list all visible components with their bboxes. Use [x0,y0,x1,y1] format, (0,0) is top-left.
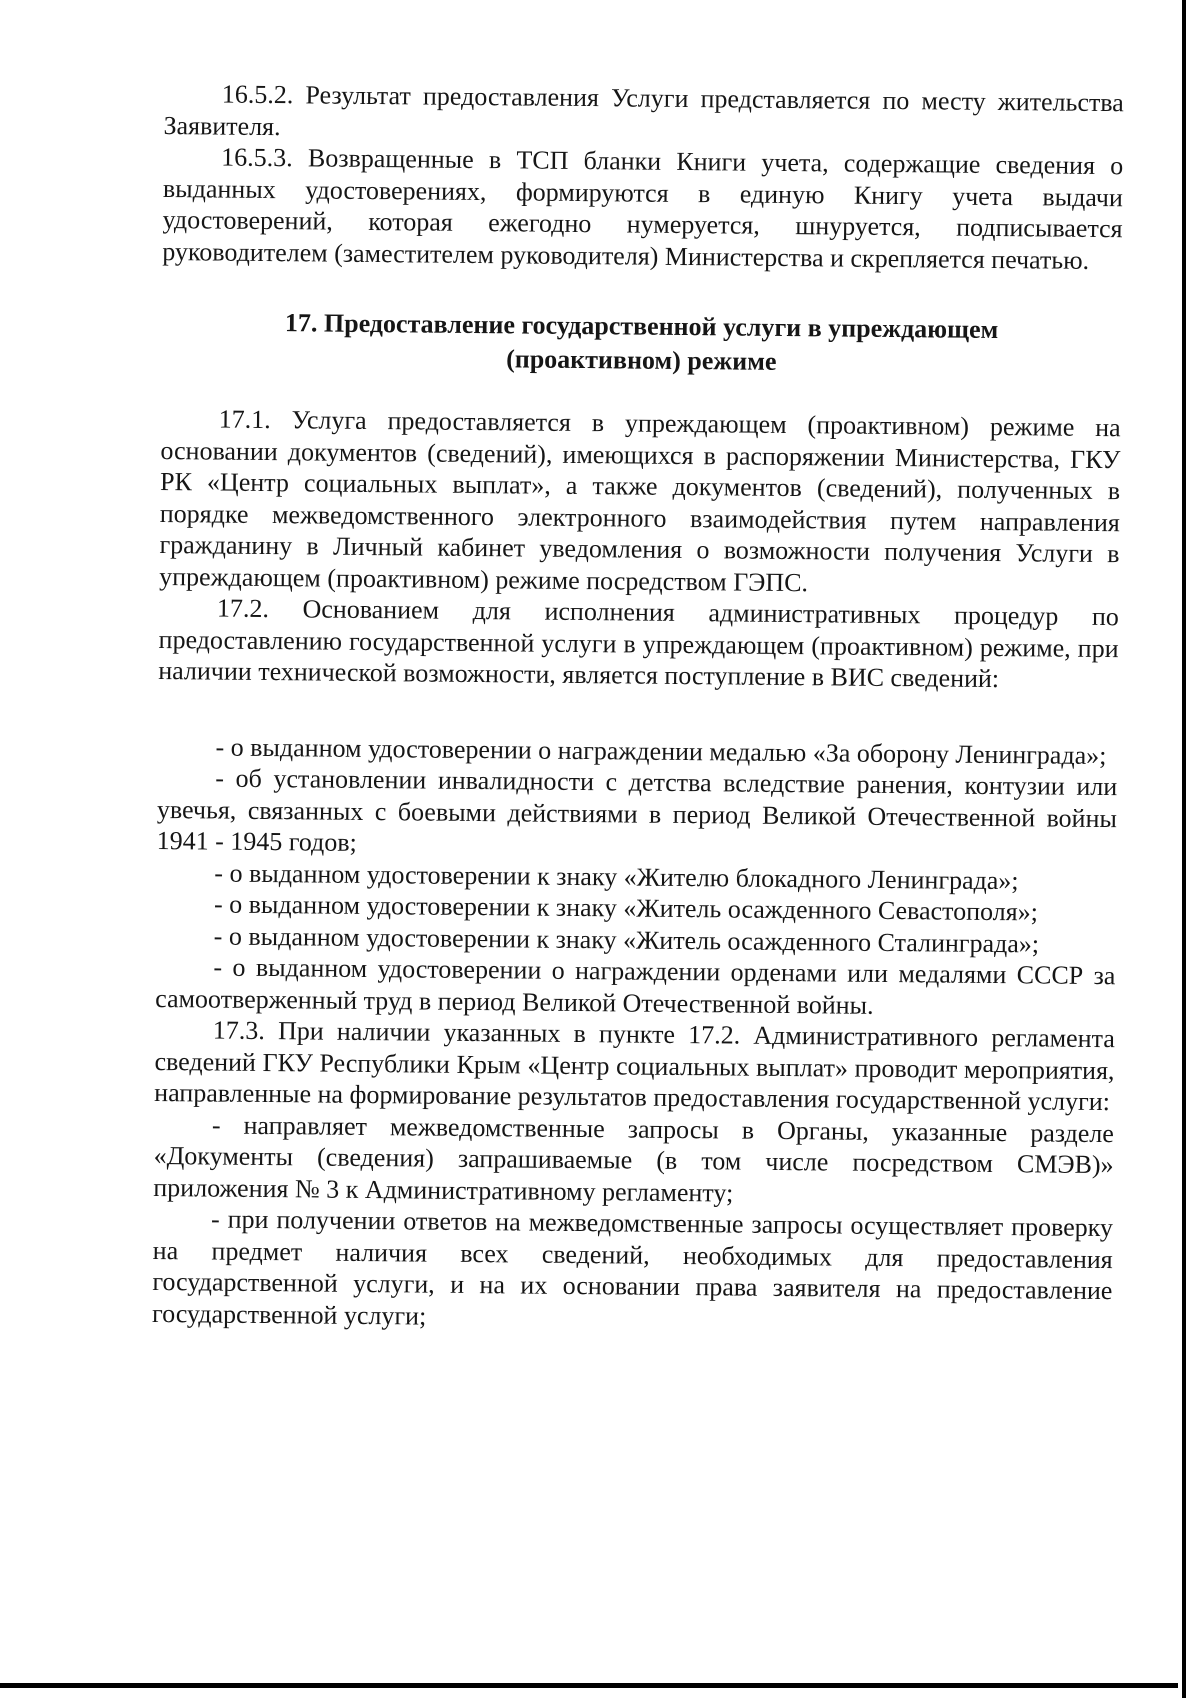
paragraph-17-1: 17.1. Услуга предоставляется в упреждающем (проактивном) режиме на основании документов (сведений), имеющихся в распоряжении Министерства, ГКУ РК «Центр социальных выплат», а также документов (сведений), полученных в порядке межведомственного электронного взаимодействия путем направления гражданину в Личный кабинет уведомления о возможности получения Услуги в упреждающем (проактивном) режиме посредством ГЭПС. [159,404,1121,597]
list-item-stalingrad: - о выданном удостоверении к знаку «Житель осажденного Сталинграда»; [213,921,1040,958]
paragraph-17-2: 17.2. Основанием для исполнения административных процедур по предоставлению государственной услуги в упреждающем (проактивном) режиме, при наличии технической возможности, является поступление в ВИС сведений: [158,593,1120,694]
list-item-interagency-requests: - направляет межведомственные запросы в Органы, указанные разделе «Документы (сведения) запрашиваемые (в том числе посредством СМЭВ)» приложения № 3 к Административному регламенту; [153,1110,1115,1208]
list-item-leningrad-medal: - о выданном удостоверении о награждении медалью «За оборону Ленинграда»; [215,732,1107,770]
document-body [152,78,1124,1338]
section-heading-17 [161,305,1122,382]
list-item-verification: - при получении ответов на межведомственные запросы осуществляет проверку на предмет наличия всех сведений, необходимых для предоставления государственной услуги, и на их основании права заявителя на предоставление государственной услуги; [152,1204,1114,1331]
section-heading-line-1: 17. Предоставление государственной услуги в упреждающем [284,308,999,345]
list-item-sevastopol: - о выданном удостоверении к знаку «Житель осажденного Севастополя»; [213,889,1039,927]
scan-edge-bottom [0,1683,1178,1688]
paragraph-16-5-2: 16.5.2. Результат предоставления Услуги представляется по месту жительства Заявителя. [163,79,1124,141]
paragraph-16-5-3: 16.5.3. Возвращенные в ТСП бланки Книги учета, содержащие сведения о выданных удостоверениях, формируются в единую Книгу учета выдачи удостоверений, которая ежегодно нумеруется, шнуруется, подписывается руководителем (заместителем руководителя) Министерства и скрепляется печатью. [162,142,1124,275]
section-heading-line-2: (проактивном) режиме [506,344,777,376]
scan-edge-right [1182,0,1186,1698]
list-item-disability: - об установлении инвалидности с детства вследствие ранения, контузии или увечья, связанных с боевыми действиями в период Великой Отечественной войны 1941 - 1945 годов; [156,763,1118,857]
list-item-ussr-awards: - о выданном удостоверении о награждении орденами или медалями СССР за самоотверженный труд в период Великой Отечественной войны. [155,952,1116,1020]
list-item-blockade-leningrad: - о выданном удостоверении к знаку «Жителю блокадного Ленинграда»; [214,858,1019,895]
paragraph-17-3: 17.3. При наличии указанных в пункте 17.2. Административного регламента сведений ГКУ Республики Крым «Центр социальных выплат» проводит мероприятия, направленные на формирование результатов предоставления государственной услуги: [154,1015,1115,1117]
